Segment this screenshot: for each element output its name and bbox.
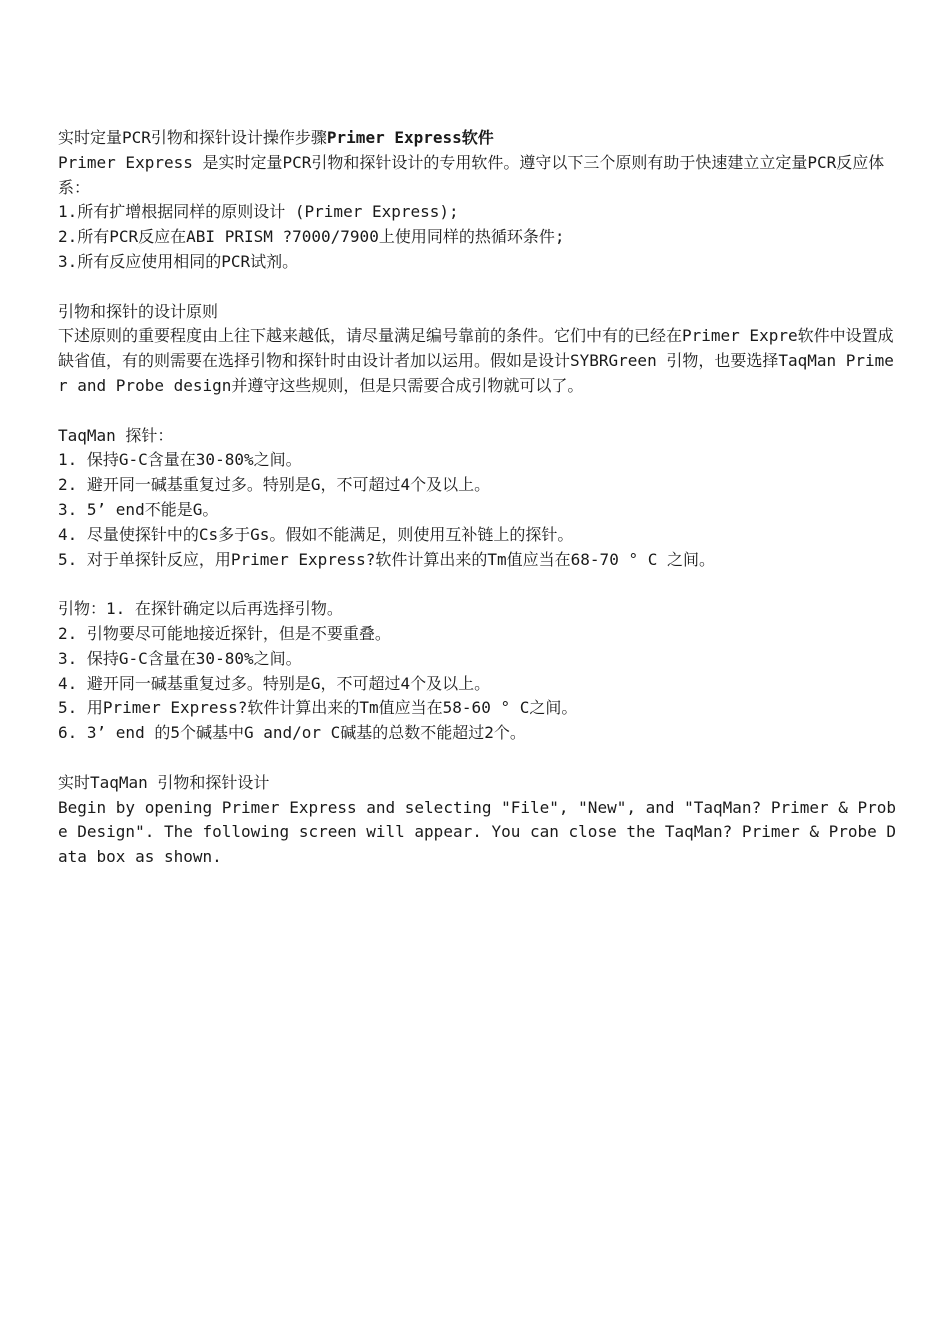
document-body [58,126,898,870]
title-plain: 实时定量PCR引物和探针设计操作步骤 [58,128,327,147]
probe-rule: 1. 保持G-C含量在30-80%之间。 [58,450,302,470]
spacer [58,746,898,771]
probe-rule: 2. 避开同一碱基重复过多。特别是G，不可超过4个及以上。 [58,475,491,495]
spacer [58,399,898,424]
primer-rule: 4. 避开同一碱基重复过多。特别是G，不可超过4个及以上。 [58,673,491,693]
intro-paragraph: Primer Express 是实时定量PCR引物和探针设计的专用软件。遵守以下三个原则有助于快速建立立定量PCR反应体系： [58,152,885,197]
probe-rule: 4. 尽量使探针中的Cs多于Gs。假如不能满足，则使用互补链上的探针。 [58,524,574,544]
design-paragraph: 下述原则的重要程度由上往下越来越低，请尽量满足编号靠前的条件。它们中有的已经在Primer Expre软件中设置成缺省值，有的则需要在选择引物和探针时由设计者加以运用。假如是设计SYBRGreen 引物，也要选择TaqMan Primer and Probe design并遵守这些规则，但是只需要合成引物就可以了。 [58,326,894,395]
realtime-paragraph: Begin by opening Primer Express and selecting "File", "New", and "TaqMan? Primer & Probe Design". The following screen will appear. You can close the TaqMan? Primer & Probe Data box as shown. [58,797,897,867]
probe-heading: TaqMan 探针： [58,425,174,445]
principle-item: 3.所有反应使用相同的PCR试剂。 [58,251,299,271]
primer-rule: 6. 3’ end 的5个碱基中G and/or C碱基的总数不能超过2个。 [58,723,526,743]
primer-rule: 3. 保持G-C含量在30-80%之间。 [58,648,302,668]
probe-rule: 5. 对于单探针反应，用Primer Express?软件计算出来的Tm值应当在68-70 ° C 之间。 [58,549,715,569]
principle-item: 2.所有PCR反应在ABI PRISM ?7000/7900上使用同样的热循环条件; [58,227,565,247]
primer-rule: 2. 引物要尽可能地接近探针，但是不要重叠。 [58,623,391,643]
principle-item: 1.所有扩增根据同样的原则设计 (Primer Express); [58,202,459,222]
primer-rule: 5. 用Primer Express?软件计算出来的Tm值应当在58-60 ° C之间。 [58,698,578,718]
title-bold: Primer Express软件 [326,128,494,147]
spacer [58,572,898,597]
spacer [58,275,898,300]
primer-rule: 引物：1. 在探针确定以后再选择引物。 [58,599,343,619]
document-title [58,126,898,151]
probe-rule: 3. 5’ end不能是G。 [58,499,219,519]
realtime-heading: 实时TaqMan 引物和探针设计 [58,772,270,792]
design-heading: 引物和探针的设计原则 [58,301,219,321]
